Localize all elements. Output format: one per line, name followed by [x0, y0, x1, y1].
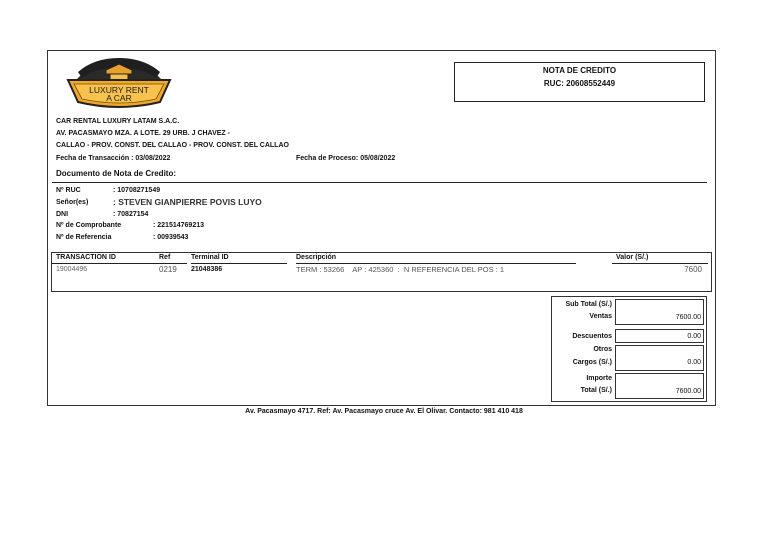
svg-text:LUXURY RENT: LUXURY RENT — [89, 85, 149, 95]
col-header-descripcion: Descripción — [296, 254, 337, 261]
col-header-ref: Ref — [159, 254, 171, 261]
client-dni-value: : 70827154 — [113, 211, 149, 218]
document-title: NOTA DE CREDITO — [542, 66, 617, 75]
comprobante-label: Nº de Comprobante — [56, 222, 122, 229]
referencia-value: : 00939543 — [153, 234, 189, 241]
importe-label-line2: Total (S/.) — [580, 387, 612, 394]
importe-total-value: 7600.00 — [615, 373, 704, 399]
transaction-date: Fecha de Transacción : 03/08/2022 — [56, 155, 171, 162]
descuentos-label: Descuentos — [572, 333, 612, 340]
header-underline — [52, 263, 187, 264]
row-transaction-id: 19004496 — [56, 266, 88, 273]
subtotal-label-line1: Sub Total (S/.) — [565, 301, 612, 308]
document-header-box — [454, 62, 705, 102]
subtotal-label-line2: Ventas — [589, 313, 612, 320]
row-valor: 7600 — [684, 265, 702, 274]
issuer-ruc: RUC: 20608552449 — [543, 79, 616, 88]
header-underline — [191, 263, 287, 264]
client-ruc-value: : 10708271549 — [113, 187, 161, 194]
section-divider — [52, 182, 707, 183]
header-underline — [296, 263, 576, 264]
row-ref: 0219 — [159, 265, 177, 274]
col-header-valor: Valor (S/.) — [616, 254, 649, 261]
otros-cargos-value: 0.00 — [615, 345, 704, 371]
client-ruc-label: Nº RUC — [56, 187, 81, 194]
comprobante-value: : 221514769213 — [153, 222, 204, 229]
descuentos-value: 0.00 — [615, 329, 704, 343]
subtotal-value: 7600.00 — [615, 299, 704, 325]
col-header-terminal-id: Terminal ID — [191, 254, 229, 261]
luxury-rent-a-car-logo — [64, 54, 174, 112]
svg-text:A CAR: A CAR — [106, 93, 132, 103]
company-address-line2: CALLAO - PROV. CONST. DEL CALLAO - PROV. CONST. DEL CALLAO — [56, 142, 289, 149]
row-descripcion: TERM : 53266 AP : 425360 : N REFERENCIA DEL POS : 1 — [296, 265, 505, 274]
company-name: CAR RENTAL LUXURY LATAM S.A.C. — [56, 118, 180, 125]
section-title: Documento de Nota de Credito: — [56, 169, 177, 178]
row-terminal-id: 21048386 — [191, 266, 223, 273]
client-name-value: : STEVEN GIANPIERRE POVIS LUYO — [113, 197, 262, 207]
process-date: Fecha de Proceso: 05/08/2022 — [296, 155, 396, 162]
header-underline — [612, 263, 708, 264]
client-name-label: Señor(es) — [56, 199, 89, 206]
referencia-label: Nº de Referencia — [56, 234, 112, 241]
company-address-line1: AV. PACASMAYO MZA. A LOTE. 29 URB. J CHAVEZ - — [56, 130, 230, 137]
client-dni-label: DNI — [56, 211, 69, 218]
col-header-transaction-id: TRANSACTION ID — [56, 254, 116, 261]
otros-label-line2: Cargos (S/.) — [572, 359, 612, 366]
otros-label-line1: Otros — [593, 346, 612, 353]
importe-label-line1: Importe — [586, 375, 612, 382]
footer-contact: Av. Pacasmayo 4717. Ref: Av. Pacasmayo cruce Av. El Olivar. Contacto: 981 410 418 — [245, 408, 523, 415]
